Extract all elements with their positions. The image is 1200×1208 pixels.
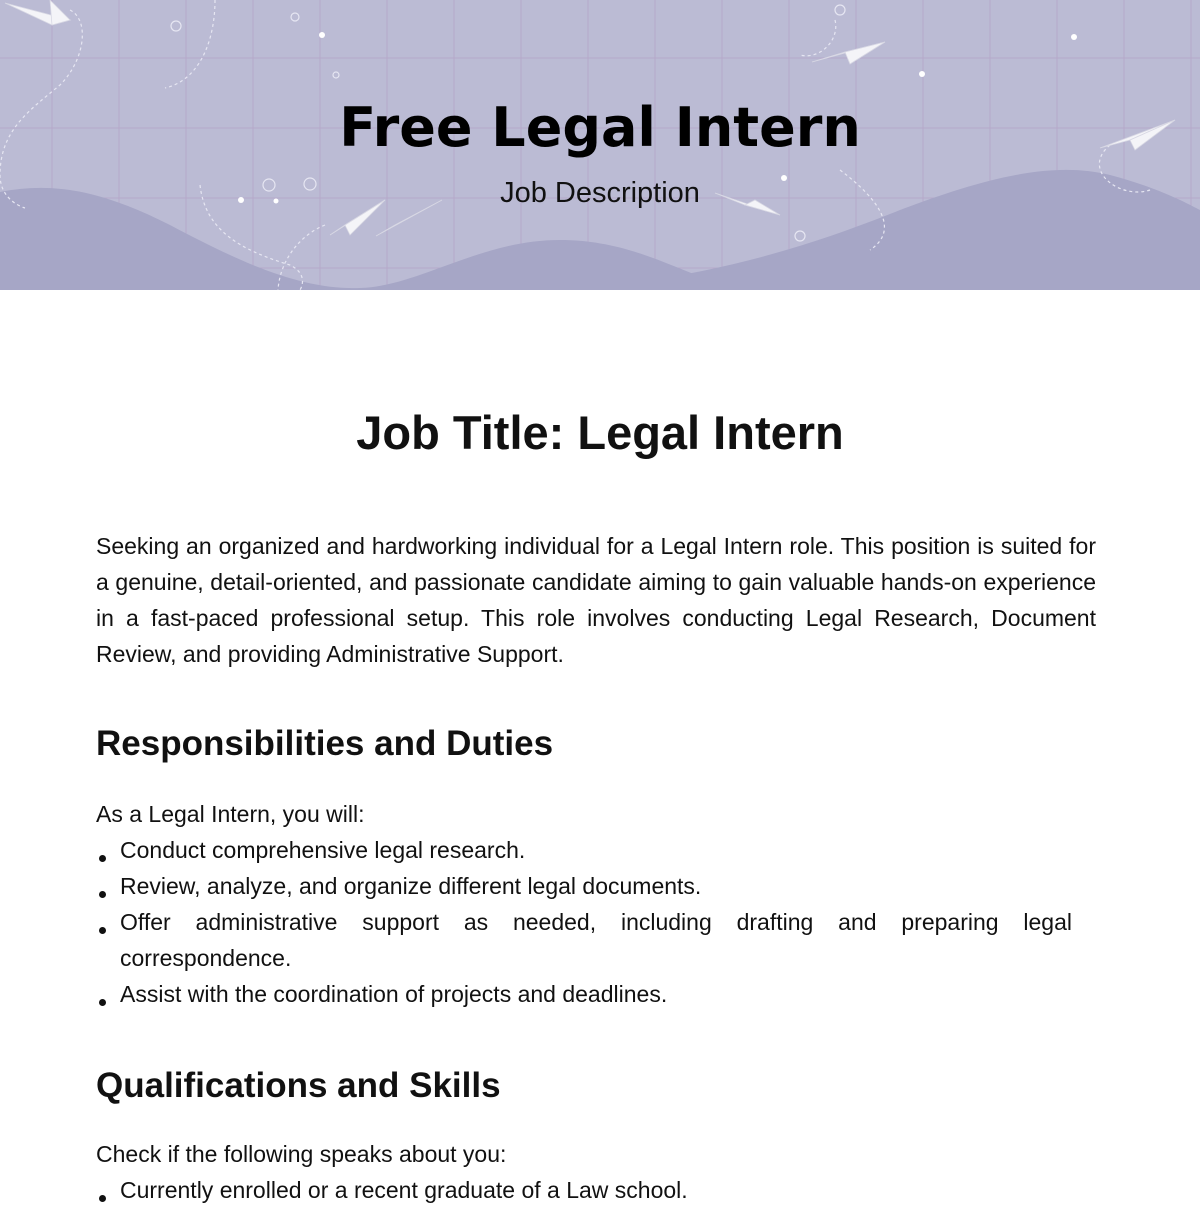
list-item: Offer administrative support as needed, including drafting and preparing legal correspondence.	[96, 904, 1072, 976]
job-title-heading: Job Title: Legal Intern	[356, 406, 844, 459]
list-item: Conduct comprehensive legal research.	[96, 832, 1072, 868]
intro-paragraph: Seeking an organized and hardworking individual for a Legal Intern role. This position is suited for a genuine, detail-oriented, and passionate candidate aiming to gain valuable hands-on experience in a fast-paced professional setup. This role involves conducting Legal Research, Document Review, and providing Administrative Support.	[96, 533, 1096, 667]
document-body	[96, 528, 1096, 1203]
list-item: Currently enrolled or a recent graduate of a Law school.	[96, 1172, 1072, 1208]
qualifications-lead: Check if the following speaks about you:	[96, 1141, 507, 1167]
responsibilities-list	[96, 832, 1072, 1012]
list-item: Assist with the coordination of projects and deadlines.	[96, 976, 1072, 1012]
qualifications-list	[96, 1172, 1072, 1208]
responsibilities-heading: Responsibilities and Duties	[96, 724, 554, 763]
banner-title: Free Legal Intern	[339, 96, 861, 159]
header-banner	[0, 0, 1200, 290]
list-item: Review, analyze, and organize different legal documents.	[96, 868, 1072, 904]
responsibilities-lead: As a Legal Intern, you will:	[96, 801, 365, 827]
banner-subtitle: Job Description	[500, 177, 700, 209]
qualifications-heading: Qualifications and Skills	[96, 1066, 501, 1105]
